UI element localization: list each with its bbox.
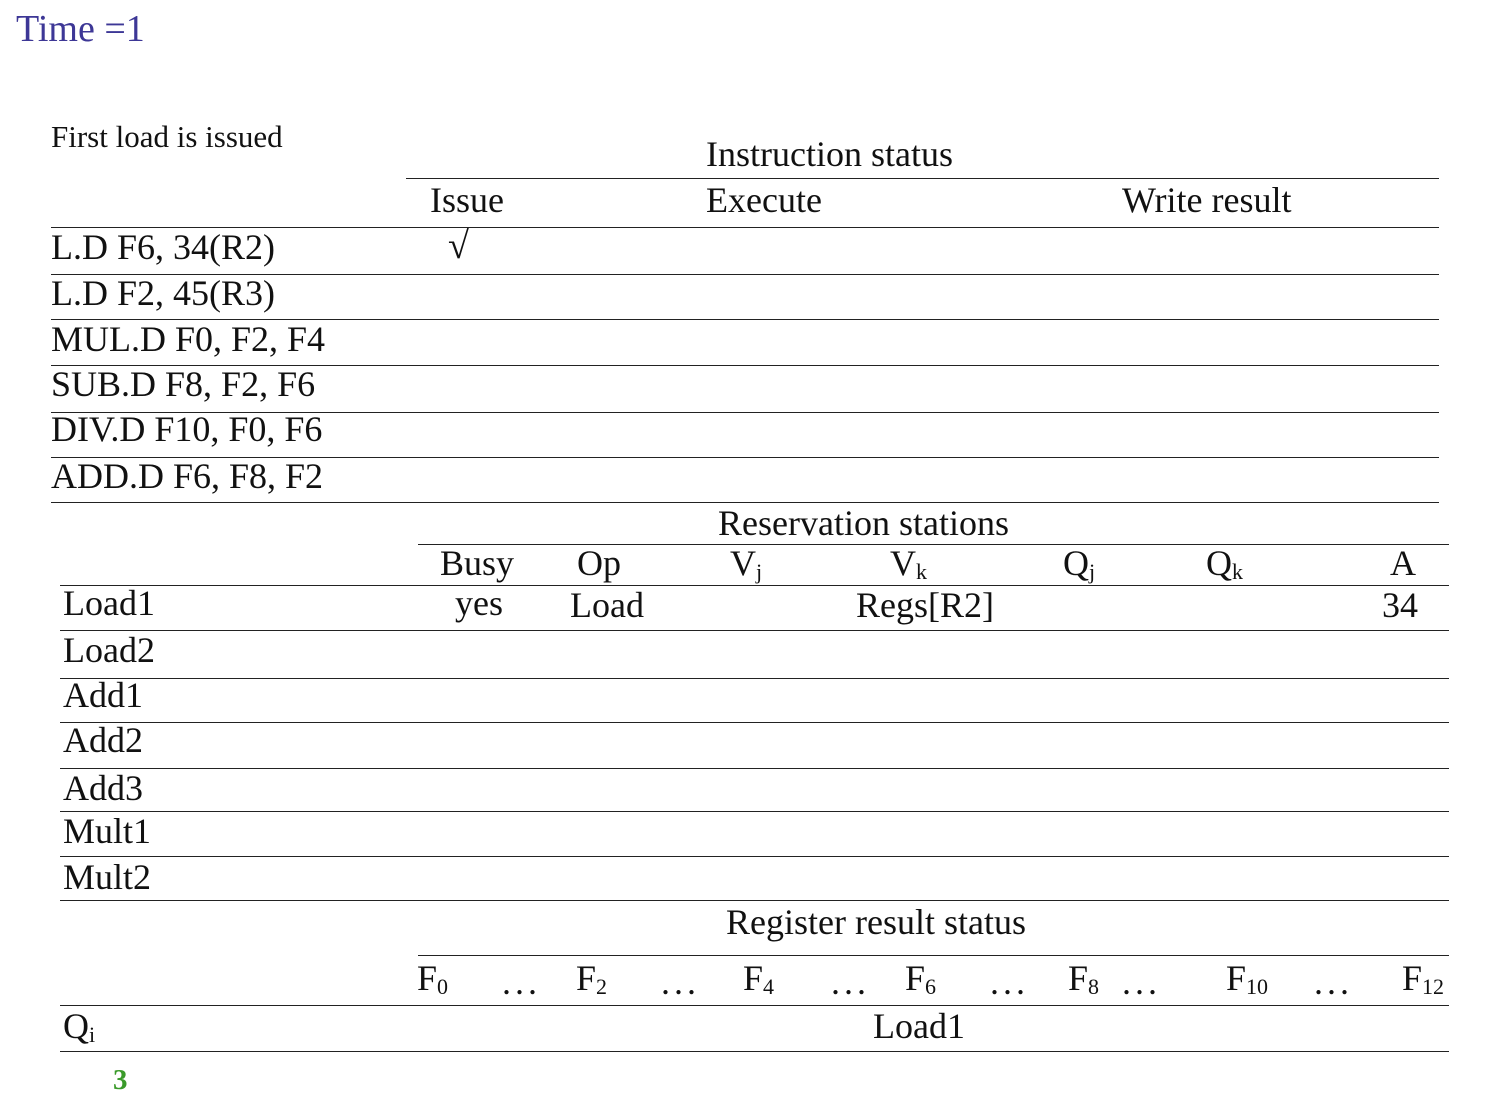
ellipsis: ... [831, 962, 870, 1002]
ellipsis: ... [990, 962, 1029, 1002]
register-f6: $F_6$ [905, 958, 937, 999]
slide-note: First load is issued [51, 119, 283, 154]
header-issue: Issue [430, 180, 504, 220]
divider [60, 1005, 1449, 1006]
station-name: Mult2 [63, 857, 152, 897]
header-vj: $V_j$ [730, 543, 763, 584]
divider [406, 178, 1439, 179]
time-label: Time =1 [16, 8, 145, 50]
instruction-cell: L.D F2, 45(R3) [51, 273, 275, 313]
f6-status-cell: Load1 [873, 1006, 965, 1046]
divider [60, 856, 1449, 857]
divider [418, 955, 1449, 956]
divider [60, 630, 1449, 631]
header-execute: Execute [706, 180, 822, 220]
register-f10: $F_{10}$ [1226, 958, 1269, 999]
ellipsis: ... [1314, 962, 1353, 1002]
divider [60, 811, 1449, 812]
divider [60, 678, 1449, 679]
station-name: Mult1 [63, 811, 152, 851]
instruction-cell: DIV.D F10, F0, F6 [51, 409, 323, 449]
header-vk: $V_k$ [890, 543, 927, 584]
ellipsis: ... [661, 962, 700, 1002]
header-qk: $Q_k$ [1206, 543, 1243, 584]
divider [418, 544, 1449, 545]
station-name: Add2 [63, 720, 143, 760]
op-cell: Load [570, 585, 644, 625]
divider [60, 722, 1449, 723]
station-name: Add3 [63, 768, 143, 808]
header-qj: $Q_j$ [1063, 543, 1096, 584]
instruction-cell: L.D F6, 34(R2) [51, 227, 275, 267]
instruction-status-title: Instruction status [706, 134, 953, 174]
register-status-title: Register result status [726, 902, 1026, 942]
a-cell: 34 [1382, 585, 1418, 625]
register-f12: $F_{12}$ [1402, 958, 1445, 999]
divider [60, 585, 1449, 586]
header-op: Op [577, 543, 621, 583]
issue-check-icon: √ [448, 225, 469, 267]
vk-cell: Regs[R2] [856, 585, 994, 625]
header-a: A [1390, 543, 1416, 583]
ellipsis: ... [1122, 962, 1161, 1002]
page-number: 3 [113, 1064, 128, 1096]
register-f2: $F_2$ [576, 958, 608, 999]
register-f8: $F_8$ [1068, 958, 1100, 999]
divider [60, 900, 1449, 901]
qi-label: $Q_i$ [63, 1006, 96, 1047]
instruction-cell: SUB.D F8, F2, F6 [51, 364, 316, 404]
ellipsis: ... [502, 962, 541, 1002]
divider [60, 768, 1449, 769]
register-f0: $F_0$ [417, 958, 449, 999]
divider [60, 1051, 1449, 1052]
header-busy: Busy [440, 543, 515, 583]
header-write-result: Write result [1122, 180, 1292, 220]
busy-cell: yes [455, 583, 503, 623]
station-name: Load1 [63, 583, 155, 623]
instruction-cell: ADD.D F6, F8, F2 [51, 456, 324, 496]
station-name: Add1 [63, 675, 143, 715]
station-name: Load2 [63, 630, 155, 670]
reservation-stations-title: Reservation stations [718, 503, 1009, 543]
instruction-cell: MUL.D F0, F2, F4 [51, 319, 326, 359]
register-f4: $F_4$ [743, 958, 775, 999]
